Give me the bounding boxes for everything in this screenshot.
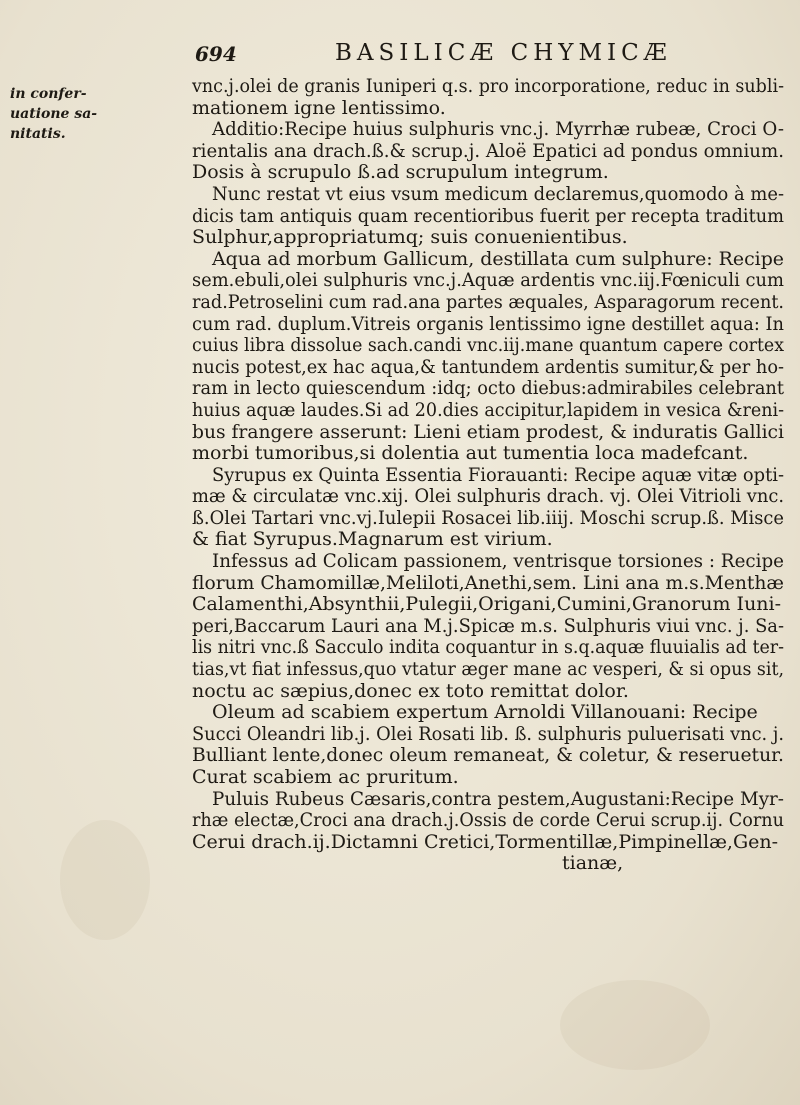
text-line: Puluis Rubeus Cæsaris,contra pestem,Augustani:Recipe Myr- bbox=[212, 787, 784, 810]
body-text bbox=[192, 76, 784, 875]
text-line: Additio:Recipe huius sulphuris vnc.j. Myrrhæ rubeæ, Croci O- bbox=[212, 118, 784, 141]
text-line: Dosis à scrupulo ß.ad scrupulum integrum. bbox=[192, 161, 609, 184]
margin-note-line: in confer- bbox=[10, 86, 87, 102]
page-number: 694 bbox=[195, 42, 237, 66]
text-line: Curat scabiem ac pruritum. bbox=[192, 766, 459, 788]
margin-note-line: nitatis. bbox=[10, 126, 66, 142]
text-line: rientalis ana drach.ß.& scrup.j. Aloë Epatici ad pondus omnium. bbox=[192, 139, 784, 162]
text-line: florum Chamomillæ,Meliloti,Anethi,sem. Lini ana m.s.Menthæ bbox=[192, 571, 784, 594]
text-line: dicis tam antiquis quam recentioribus fuerit per recepta traditum bbox=[192, 204, 784, 227]
text-line: Aqua ad morbum Gallicum, destillata cum sulphure: Recipe bbox=[212, 247, 784, 270]
text-line: sem.ebuli,olei sulphuris vnc.j.Aquæ ardentis vnc.iij.Fœniculi cum bbox=[192, 269, 784, 292]
text-line: bus frangere asserunt: Lieni etiam prodest, & induratis Gallici bbox=[192, 420, 784, 443]
text-line: nucis potest,ex hac aqua,& tantundem ardentis sumitur,& per ho- bbox=[192, 355, 784, 378]
text-line: Succi Oleandri lib.j. Olei Rosati lib. ß. sulphuris puluerisati vnc. j. bbox=[192, 722, 784, 745]
text-line: Sulphur,appropriatumq; suis conuenientibus. bbox=[192, 226, 628, 249]
text-line: morbi tumoribus,si dolentia aut tumentia loca madefcant. bbox=[192, 442, 749, 465]
text-line: Nunc restat vt eius vsum medicum declaremus,quomodo à me- bbox=[212, 182, 784, 205]
margin-note bbox=[10, 84, 98, 144]
paper-stain bbox=[60, 820, 150, 940]
text-line: cum rad. duplum.Vitreis organis lentissimo igne destillet aqua: In bbox=[192, 312, 784, 335]
text-line: mæ & circulatæ vnc.xij. Olei sulphuris drach. vj. Olei Vitrioli vnc. bbox=[192, 485, 784, 508]
text-line: huius aquæ laudes.Si ad 20.dies accipitur,lapidem in vesica &reni- bbox=[192, 398, 784, 421]
text-line: tias,vt fiat infessus,quo vtatur æger mane ac vesperi, & si opus sit, bbox=[192, 658, 784, 681]
text-line: Calamenthi,Absynthii,Pulegii,Origani,Cumini,Granorum Iuni- bbox=[192, 593, 782, 616]
text-line: cuius libra dissolue sach.candi vnc.iij.mane quantum capere cortex bbox=[192, 334, 784, 357]
text-line: Syrupus ex Quinta Essentia Fiorauanti: Recipe aquæ vitæ opti- bbox=[212, 463, 784, 486]
text-line: Bulliant lente,donec oleum remaneat, & coletur, & reseruetur. bbox=[192, 744, 784, 767]
text-line: lis nitri vnc.ß Sacculo indita coquantur in s.q.aquæ fluuialis ad ter- bbox=[192, 636, 784, 659]
text-line: Cerui drach.ij.Dictamni Cretici,Tormentillæ,Pimpinellæ,Gen- bbox=[192, 830, 779, 853]
text-line: Infessus ad Colicam passionem, ventrisque torsiones : Recipe bbox=[212, 550, 784, 573]
text-line: Oleum ad scabiem expertum Arnoldi Villanouani: Recipe bbox=[212, 701, 758, 724]
text-line: ram in lecto quiescendum :idq; octo diebus:admirabiles celebrant bbox=[192, 377, 784, 400]
paper-stain bbox=[560, 980, 710, 1070]
catchword: tianæ, bbox=[562, 852, 624, 875]
text-line: noctu ac sæpius,donec ex toto remittat dolor. bbox=[192, 679, 629, 702]
text-line: peri,Baccarum Lauri ana M.j.Spicæ m.s. Sulphuris viui vnc. j. Sa- bbox=[192, 614, 784, 637]
page-header bbox=[150, 40, 710, 72]
text-line: mationem igne lentissimo. bbox=[192, 96, 446, 119]
text-line: rad.Petroselini cum rad.ana partes æquales, Asparagorum recent. bbox=[192, 290, 784, 313]
margin-note-line: uatione sa- bbox=[10, 106, 98, 122]
running-head: BASILICÆ CHYMICÆ bbox=[335, 40, 672, 66]
text-line: rhæ electæ,Croci ana drach.j.Ossis de corde Cerui scrup.ij. Cornu bbox=[192, 809, 784, 832]
text-line: ß.Olei Tartari vnc.vj.Iulepii Rosacei lib.iiij. Moschi scrup.ß. Misce bbox=[192, 506, 784, 529]
text-line: & fiat Syrupus.Magnarum est virium. bbox=[192, 528, 553, 551]
text-line: vnc.j.olei de granis Iuniperi q.s. pro incorporatione, reduc in subli- bbox=[192, 75, 784, 97]
